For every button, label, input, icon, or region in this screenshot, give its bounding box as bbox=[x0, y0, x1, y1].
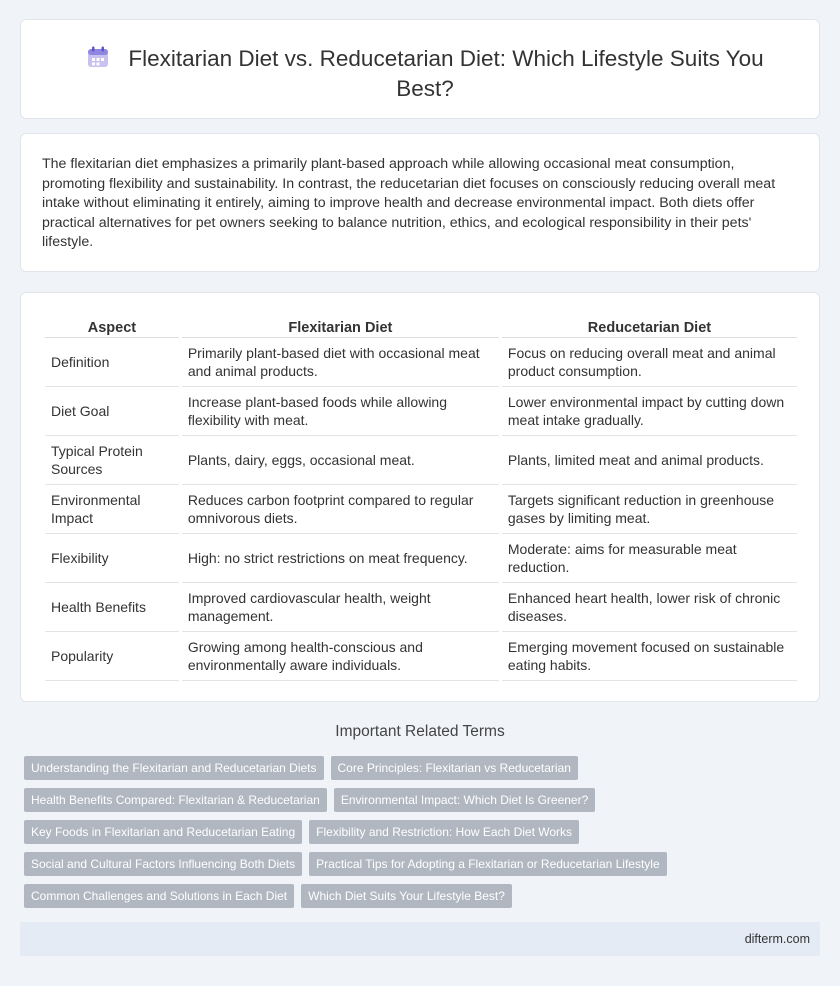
table-row bbox=[45, 534, 797, 583]
related-term-link[interactable]: Core Principles: Flexitarian vs Reducetarian bbox=[331, 756, 578, 780]
cell-reducetarian: Emerging movement focused on sustainable eating habits. bbox=[502, 632, 797, 681]
related-term-link[interactable]: Understanding the Flexitarian and Reducetarian Diets bbox=[24, 756, 324, 780]
related-term-link[interactable]: Which Diet Suits Your Lifestyle Best? bbox=[301, 884, 512, 908]
cell-aspect: Health Benefits bbox=[45, 583, 179, 632]
tag-row bbox=[24, 884, 724, 908]
table-row bbox=[45, 632, 797, 681]
related-term-link[interactable]: Key Foods in Flexitarian and Reducetarian Eating bbox=[24, 820, 302, 844]
related-term-link[interactable]: Health Benefits Compared: Flexitarian & Reducetarian bbox=[24, 788, 327, 812]
page-title-text: Flexitarian Diet vs. Reducetarian Diet: Which Lifestyle Suits You Best? bbox=[128, 46, 764, 101]
related-term-link[interactable]: Practical Tips for Adopting a Flexitarian or Reducetarian Lifestyle bbox=[309, 852, 667, 876]
page-title bbox=[61, 44, 789, 104]
table-row bbox=[45, 583, 797, 632]
tag-row bbox=[24, 788, 724, 812]
table-row bbox=[45, 387, 797, 436]
cell-aspect: Typical Protein Sources bbox=[45, 436, 179, 485]
cell-reducetarian: Focus on reducing overall meat and animal product consumption. bbox=[502, 338, 797, 387]
header-card bbox=[20, 19, 820, 119]
cell-aspect: Popularity bbox=[45, 632, 179, 681]
related-term-link[interactable]: Common Challenges and Solutions in Each Diet bbox=[24, 884, 294, 908]
comparison-card bbox=[20, 292, 820, 702]
table-row bbox=[45, 338, 797, 387]
related-terms-title: Important Related Terms bbox=[335, 723, 505, 740]
header-reducetarian: Reducetarian Diet bbox=[502, 316, 797, 338]
cell-reducetarian: Enhanced heart health, lower risk of chronic diseases. bbox=[502, 583, 797, 632]
cell-aspect: Definition bbox=[45, 338, 179, 387]
intro-text: The flexitarian diet emphasizes a primarily plant-based approach while allowing occasional meat consumption, promoting flexibility and sustainability. In contrast, the reducetarian diet focuses on consciously reducing overall meat intake without eliminating it entirely, aiming to improve health and decrease environmental impact. Both diets offer practical alternatives for pet owners seeking to balance nutrition, ethics, and ecological responsibility in their pets' lifestyle. bbox=[42, 156, 776, 251]
cell-aspect: Flexibility bbox=[45, 534, 179, 583]
cell-flexitarian: Improved cardiovascular health, weight management. bbox=[182, 583, 499, 632]
tag-row bbox=[24, 756, 724, 780]
cell-reducetarian: Targets significant reduction in greenhouse gases by limiting meat. bbox=[502, 485, 797, 534]
cell-aspect: Environmental Impact bbox=[45, 485, 179, 534]
related-term-link[interactable]: Flexibility and Restriction: How Each Diet Works bbox=[309, 820, 579, 844]
cell-flexitarian: High: no strict restrictions on meat frequency. bbox=[182, 534, 499, 583]
header-flexitarian: Flexitarian Diet bbox=[182, 316, 499, 338]
cell-aspect: Diet Goal bbox=[45, 387, 179, 436]
tag-row bbox=[24, 852, 724, 876]
calendar-icon bbox=[86, 45, 110, 69]
cell-flexitarian: Reduces carbon footprint compared to regular omnivorous diets. bbox=[182, 485, 499, 534]
comparison-table bbox=[42, 316, 800, 681]
tag-row bbox=[24, 820, 724, 844]
related-term-link[interactable]: Environmental Impact: Which Diet Is Greener? bbox=[334, 788, 595, 812]
intro-card bbox=[20, 133, 820, 272]
footer-site-link[interactable]: difterm.com bbox=[744, 932, 810, 946]
table-row bbox=[45, 436, 797, 485]
footer bbox=[20, 922, 820, 956]
cell-reducetarian: Lower environmental impact by cutting down meat intake gradually. bbox=[502, 387, 797, 436]
related-terms-list bbox=[24, 756, 724, 916]
cell-flexitarian: Increase plant-based foods while allowing flexibility with meat. bbox=[182, 387, 499, 436]
cell-flexitarian: Growing among health-conscious and environmentally aware individuals. bbox=[182, 632, 499, 681]
cell-flexitarian: Primarily plant-based diet with occasional meat and animal products. bbox=[182, 338, 499, 387]
cell-reducetarian: Moderate: aims for measurable meat reduction. bbox=[502, 534, 797, 583]
cell-flexitarian: Plants, dairy, eggs, occasional meat. bbox=[182, 436, 499, 485]
related-term-link[interactable]: Social and Cultural Factors Influencing Both Diets bbox=[24, 852, 302, 876]
table-header-row bbox=[45, 316, 797, 338]
header-aspect: Aspect bbox=[45, 316, 179, 338]
table-row bbox=[45, 485, 797, 534]
cell-reducetarian: Plants, limited meat and animal products. bbox=[502, 436, 797, 485]
